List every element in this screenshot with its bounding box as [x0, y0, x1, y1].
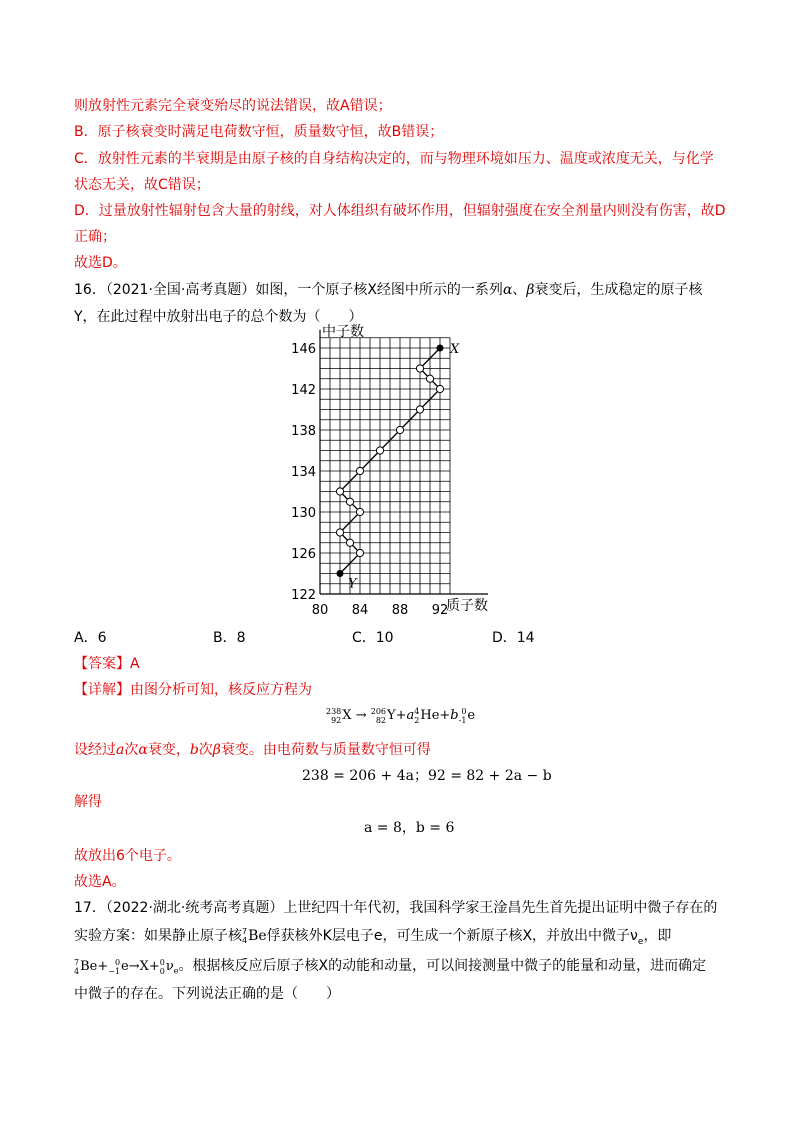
x-tick-label: 84 — [351, 603, 369, 618]
eq-nu-mass: 0 — [159, 957, 165, 967]
x-axis-label: 质子数 — [446, 598, 488, 614]
nu-subscript: e — [637, 936, 644, 947]
alpha-symbol: α — [502, 282, 513, 298]
y-tick-label: 130 — [291, 506, 316, 521]
endpoint-marker — [337, 571, 343, 577]
set-p1: 设经过 — [74, 742, 116, 758]
be-mass-number: 7 — [242, 927, 248, 936]
set-b: b — [189, 742, 199, 758]
be-symbol: Be — [248, 928, 267, 944]
q16-set-text — [74, 740, 431, 760]
decay-point — [356, 467, 363, 474]
e-charge-number: -1 — [458, 715, 467, 725]
prev-answer-line-d1: D．过量放射性辐射包含大量的射线，对人体组织有破坏作用，但辐射强度在安全剂量内则没有伤害，故D — [74, 203, 726, 219]
he-mass-number: 4 — [414, 706, 420, 716]
set-p3: 衰变， — [147, 742, 190, 758]
y-tick-label: 134 — [291, 465, 316, 480]
eq-e-charge: −1 — [108, 966, 121, 976]
q16-solve: 解得 — [74, 794, 102, 810]
decay-point — [336, 529, 343, 536]
prev-answer-choose: 故选D。 — [74, 255, 127, 271]
q17-line3 — [74, 956, 706, 982]
eq-x-symbol: X+ — [139, 959, 160, 974]
set-alpha: α — [138, 742, 148, 758]
y-tick-label: 126 — [291, 547, 316, 562]
arrow: → — [355, 708, 367, 723]
he-atomic-number: 2 — [414, 715, 420, 725]
q16-answer: 【答案】A — [74, 656, 140, 672]
y-symbol: Y+ — [387, 708, 407, 723]
q16-stem-source: 16．（2021·全国·高考真题）如图，一个原子核X经图中所示的一系列 — [74, 282, 503, 298]
a-coef: a — [406, 708, 415, 723]
q16-option-c: C．10 — [352, 630, 394, 646]
point-label: Y — [348, 576, 357, 592]
q17-line1: 17．（2022·湖北·统考高考真题）上世纪四十年代初，我国科学家王淦昌先生首先提出证明中微子存在的 — [74, 900, 718, 916]
endpoint-marker — [437, 345, 443, 351]
solution-equation: a = 8，b = 6 — [364, 820, 455, 836]
x-tick-label: 88 — [391, 603, 409, 618]
y-mass-number: 206 — [370, 706, 387, 716]
q17-line3-rest: 。根据核反应后原子核X的动能和动量，可以间接测量中微子的能量和动量，进而确定 — [178, 958, 707, 974]
eq-nu-subscript: e — [173, 966, 179, 976]
q16-stem-sep: 、 — [512, 282, 527, 298]
decay-point — [336, 488, 343, 495]
y-axis-label: 中子数 — [322, 323, 364, 340]
decay-point — [346, 539, 353, 546]
y-tick-label: 142 — [291, 383, 316, 398]
q16-detail — [74, 680, 312, 700]
point-label: X — [450, 342, 460, 357]
e-mass-number: 0 — [461, 706, 467, 716]
q17-line4: 中微子的存在。下列说法正确的是（ ） — [74, 986, 340, 1002]
nuclide-chart — [286, 323, 526, 620]
e-symbol: e — [467, 708, 476, 723]
q17-equation — [74, 959, 179, 974]
set-p2: 次 — [124, 742, 139, 758]
eq-be-atomic: 4 — [74, 966, 80, 976]
decay-point — [356, 549, 363, 556]
q16-choose: 故选A。 — [74, 874, 126, 890]
q17-line2-a: 实验方案：如果静止原子核 — [74, 928, 242, 944]
x-atomic-number: 92 — [331, 715, 342, 725]
q16-option-a: A．6 — [74, 630, 107, 646]
decay-point — [376, 447, 383, 454]
eq-arrow: → — [128, 959, 140, 974]
prev-answer-line-c1: C．放射性元素的半衰期是由原子核的自身结构决定的，而与物理环境如压力、温度或浓度无关，与化学 — [74, 151, 714, 167]
decay-point — [426, 375, 433, 382]
q17-line2-b: 俘获核外K层电子e，可生成一个新原子核X，并放出中微子ν — [266, 928, 638, 944]
q16-option-b: B．8 — [213, 630, 246, 646]
eq-be-mass: 7 — [74, 957, 80, 967]
eq-e-symbol: e — [121, 959, 129, 974]
x-tick-label: 92 — [431, 603, 449, 618]
be-atomic-number: 4 — [242, 936, 248, 945]
reaction-equation — [326, 706, 475, 726]
y-tick-label: 138 — [291, 424, 316, 439]
x-symbol: X — [342, 708, 352, 723]
decay-point — [436, 385, 443, 392]
y-tick-label: 146 — [291, 342, 316, 357]
y-atomic-number: 82 — [375, 715, 387, 725]
b-coef: b — [450, 708, 459, 723]
q16-option-d: D．14 — [492, 630, 535, 646]
beta-symbol: β — [526, 282, 535, 298]
q16-detail-label: 【详解】 — [74, 682, 130, 698]
prev-answer-line-c2: 状态无关，故C错误； — [74, 177, 210, 193]
y-tick-label: 122 — [291, 588, 316, 603]
prev-answer-line-a: 则放射性元素完全衰变殆尽的说法错误，故A错误； — [74, 98, 392, 114]
q17-line2-c: ，即 — [643, 928, 672, 944]
q16-detail-text: 由图分析可知，核反应方程为 — [130, 682, 312, 698]
conservation-equation: 238 = 206 + 4a；92 = 82 + 2a − b — [302, 768, 552, 784]
q16-stem-line1 — [74, 280, 703, 300]
set-p5: 衰变。由电荷数与质量数守恒可得 — [220, 742, 431, 758]
set-p4: 次 — [198, 742, 213, 758]
q16-stem-rest: 衰变后，生成稳定的原子核 — [534, 282, 703, 298]
q16-conclusion: 故放出6个电子。 — [74, 848, 181, 864]
he-symbol: He+ — [420, 708, 451, 723]
eq-be-symbol: Be+ — [80, 959, 109, 974]
set-beta: β — [212, 742, 221, 758]
decay-point — [396, 426, 403, 433]
decay-point — [416, 406, 423, 413]
decay-point — [356, 508, 363, 515]
decay-point — [346, 498, 353, 505]
set-a: a — [116, 742, 125, 758]
x-mass-number: 238 — [326, 706, 342, 716]
q17-line2 — [74, 926, 671, 952]
eq-nu-symbol: ν — [165, 959, 174, 974]
eq-nu-charge: 0 — [159, 966, 165, 976]
x-tick-label: 80 — [311, 603, 329, 618]
decay-point — [416, 365, 423, 372]
eq-e-mass: 0 — [114, 957, 121, 967]
prev-answer-line-d2: 正确； — [74, 229, 116, 245]
prev-answer-line-b: B．原子核衰变时满足电荷数守恒，质量数守恒，故B错误； — [74, 124, 444, 140]
q16-stem-line2: Y，在此过程中放射出电子的总个数为（ ） — [74, 309, 363, 325]
